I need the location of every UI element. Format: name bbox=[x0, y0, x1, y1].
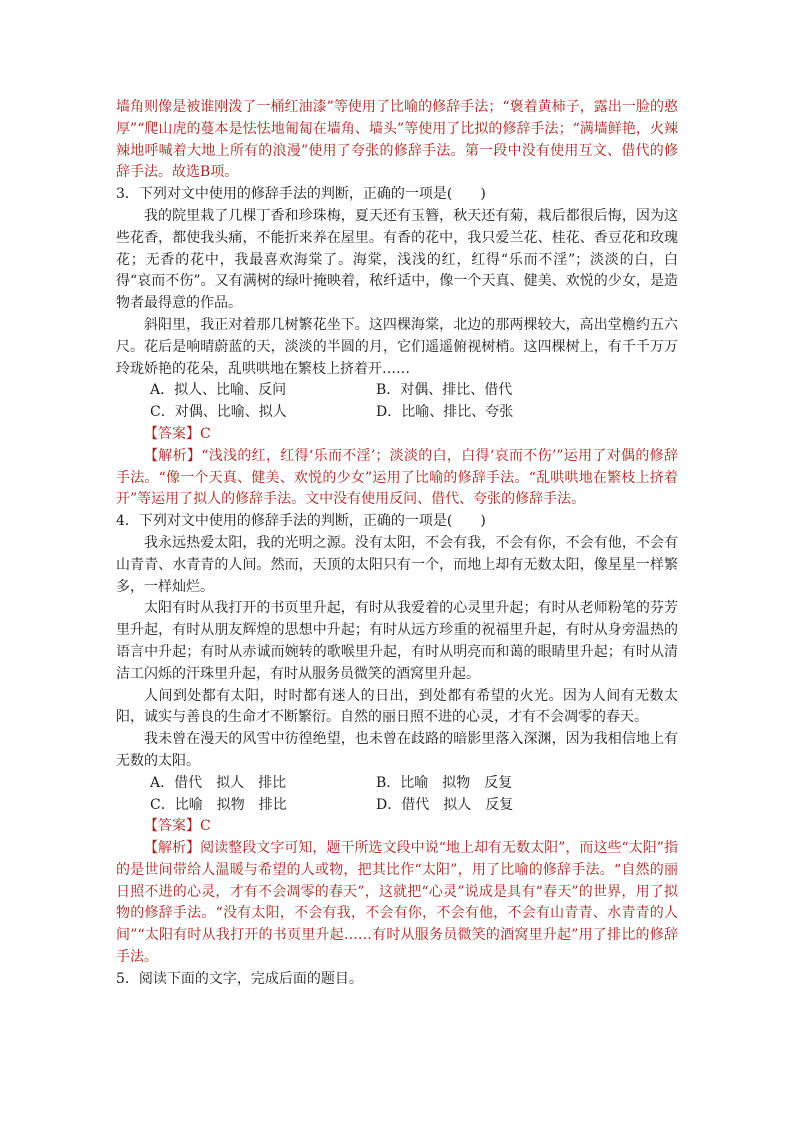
question-4-options bbox=[116, 773, 678, 817]
question-4-answer: 【答案】C bbox=[144, 818, 211, 835]
question-5-stem: 5．阅读下面的文字，完成后面的题目。 bbox=[116, 970, 363, 987]
question-4-passage-paragraph: 人间到处都有太阳，时时都有迷人的日出，到处都有希望的火光。因为人间有无数太阳，诚实与善良的生命才不断繁衍。自然的丽日照不进的心灵，才有不会凋零的春天。 bbox=[116, 687, 678, 726]
question-3-analysis: 【解析】“浅浅的红，红得‘乐而不淫’；淡淡的白，白得‘哀而不伤’”运用了对偶的修辞手法。“像一个天真、健美、欢悦的少女”运用了比喻的修辞手法。“乱哄哄地在繁枝上挤着开”等运用了拟人的修辞手法。文中没有使用反问、借代、夸张的修辞手法。 bbox=[116, 447, 678, 508]
question-4-passage-paragraph: 我永远热爱太阳，我的光明之源。没有太阳，不会有我，不会有你，不会有他，不会有山青青、水青青的人间。然而，天顶的太阳只有一个，而地上却有无数太阳，像星星一样繁多，一样灿烂。 bbox=[116, 534, 678, 595]
question-4-stem: 4．下列对文中使用的修辞手法的判断，正确的一项是( ) bbox=[116, 513, 486, 530]
question-3-answer: 【答案】C bbox=[144, 425, 211, 442]
question-4-passage-paragraph: 太阳有时从我打开的书页里升起，有时从我爱着的心灵里升起；有时从老师粉笔的芬芳里升起，有时从朋友辉煌的思想中升起；有时从远方珍重的祝福里升起，有时从身旁温热的语言中升起；有时从赤诚而婉转的歌喉里升起，有时从明亮而和蔼的眼睛里升起；有时从清洁工闪烁的汗珠里升起，有时从服务员微笑的酒窝里升起。 bbox=[116, 600, 678, 682]
option-c: C．对偶、比喻、拟人 bbox=[150, 404, 287, 421]
option-b: B．比喻 拟物 反复 bbox=[376, 774, 513, 791]
question-4-passage-paragraph: 我未曾在漫天的风雪中彷徨绝望，也未曾在歧路的暗影里落入深渊，因为我相信地上有无数的太阳。 bbox=[116, 731, 678, 769]
question-4-analysis: 【解析】阅读整段文字可知，题干所选文段中说“地上却有无数太阳”，而这些“太阳”指的是世间带给人温暖与希望的人或物，把其比作“太阳”，用了比喻的修辞手法。“自然的丽日照不进的心灵，才有不会凋零的春天”，这就把“心灵”说成是具有“春天”的世界，用了拟物的修辞手法。“没有太阳，不会有我，不会有你，不会有他，不会有山青青、水青青的人间”“太阳有时从我打开的书页里升起……有时从服务员微笑的酒窝里升起”用了排比的修辞手法。 bbox=[116, 840, 678, 966]
option-a: A．借代 拟人 排比 bbox=[150, 774, 287, 791]
previous-analysis-tail: 墙角则像是被谁刚泼了一桶红油漆”等使用了比喻的修辞手法；“褒着黄柿子，露出一脸的憨厚”“爬山虎的蔓本是怯怯地匍匐在墙角、墙头”等使用了比拟的修辞手法；“满墙鲜艳，火辣辣地呼喊着大地上所有的浪漫”使用了夸张的修辞手法。第一段中没有使用互文、借代的修辞手法。故选B项。 bbox=[116, 99, 678, 181]
page-content bbox=[116, 97, 678, 991]
option-c: C．比喻 拟物 排比 bbox=[150, 796, 287, 813]
question-3-passage-paragraph: 我的院里栽了几棵丁香和珍珠梅，夏天还有玉簪，秋天还有菊，栽后都很后悔，因为这些花香，都使我头痛，不能折来养在屋里。有香的花中，我只爱兰花、桂花、香豆花和玫瑰花；无香的花中，我最喜欢海棠了。海棠，浅浅的红，红得“乐而不淫”；淡淡的白，白得“哀而不伤”。又有满树的绿叶掩映着，秾纤适中，像一个天真、健美、欢悦的少女，是造物者最得意的作品。 bbox=[116, 207, 678, 312]
option-d: D．借代 拟人 反复 bbox=[376, 796, 514, 813]
option-b: B．对偶、排比、借代 bbox=[376, 382, 513, 399]
question-3-stem: 3．下列对文中使用的修辞手法的判断，正确的一项是( ) bbox=[116, 186, 486, 203]
option-a: A．拟人、比喻、反问 bbox=[150, 382, 287, 399]
option-d: D．比喻、排比、夸张 bbox=[376, 404, 514, 421]
question-3-options bbox=[116, 380, 678, 424]
question-3-passage-paragraph: 斜阳里，我正对着那几树繁花坐下。这四棵海棠，北边的那两棵较大，高出堂檐约五六尺。花后是响晴蔚蓝的天，淡淡的半圆的月，它们遥遥俯视树梢。这四棵树上，有千千万万玲珑娇艳的花朵，乱哄哄地在繁枝上挤着开…… bbox=[116, 316, 678, 377]
